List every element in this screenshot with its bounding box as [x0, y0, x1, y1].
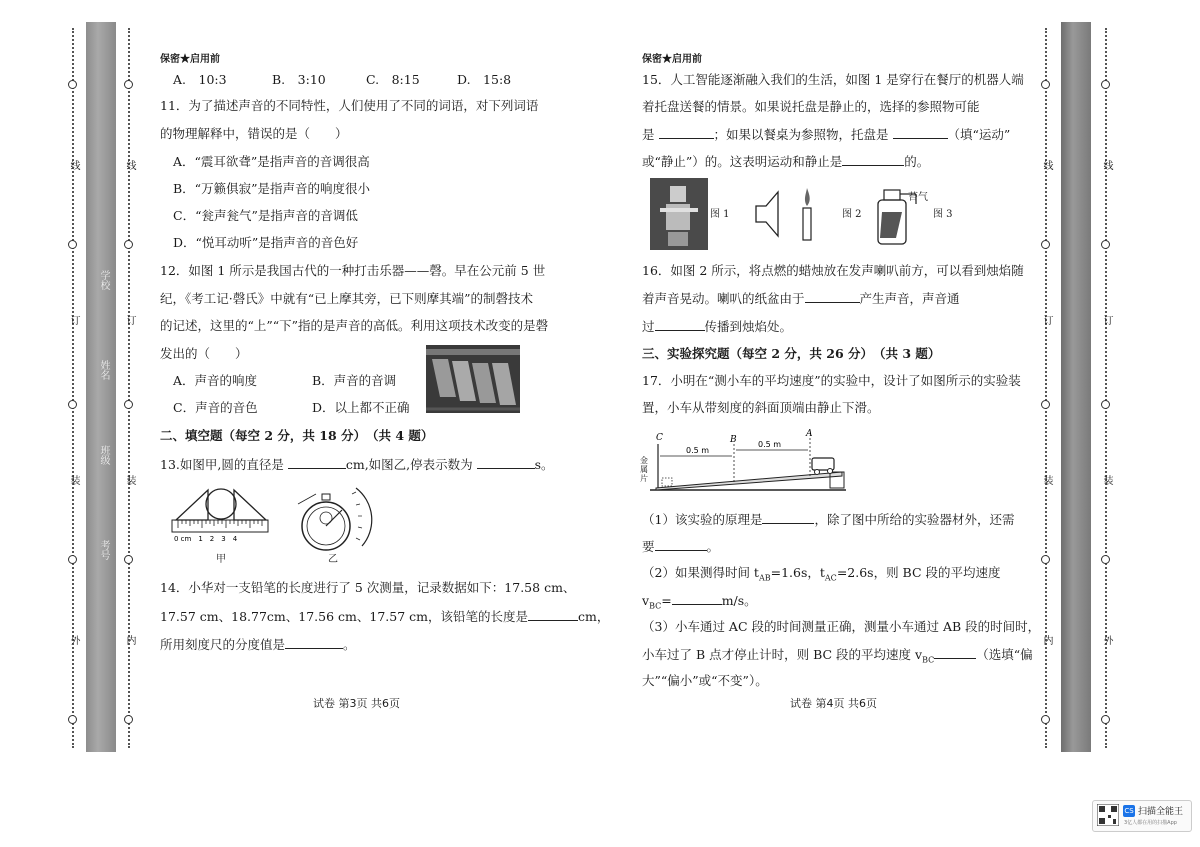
q12-line-4: 发出的（ ）: [160, 346, 248, 361]
binding-strip-right: [1061, 22, 1091, 752]
fig3-label: 图 3: [933, 209, 953, 220]
margin-char: 装: [1101, 475, 1112, 485]
q17-part2-line-1: （2）如果测得时间 $t_{AB}=1.6s$，$t_{AC}=2.6s$，则 BC 段的平均速度: [642, 565, 1001, 583]
q12-line-1: 12．如图 1 所示是我国古代的一种打击乐器——磬。早在公元前 5 世: [160, 263, 546, 278]
page-footer-right: 试卷 第4页 共6页: [790, 697, 877, 710]
q17-part2-line-2: $v_{BC}= m/s$。: [642, 593, 757, 611]
binding-hole: [68, 240, 77, 249]
point-b-label: B: [730, 435, 737, 445]
binding-hole: [124, 80, 133, 89]
page-footer-left: 试卷 第3页 共6页: [313, 697, 400, 710]
q12-option-b: B．声音的音调: [312, 373, 397, 388]
binding-hole: [68, 715, 77, 724]
binding-hole: [68, 400, 77, 409]
q12-line-2: 纪，《考工记·磬氏》中就有“已上摩其旁，已下则摩其端”的制磬技术: [160, 291, 534, 306]
answer-blank[interactable]: [805, 290, 860, 303]
ruler-numbers: 0 cm 1 2 3 4: [174, 535, 238, 543]
figure-jia-label: 甲: [216, 554, 226, 565]
binding-hole: [1041, 400, 1050, 409]
q13-text: 13.如图甲,圆的直径是 cm,如图乙,停表示数为 s。: [160, 457, 554, 472]
fig2-label: 图 2: [842, 209, 862, 220]
strip-label-class: 班级: [98, 445, 109, 465]
q17-line-2: 置，小车从带刻度的斜面顶端由静止下滑。: [642, 400, 880, 415]
q15-line-1: 15．人工智能逐渐融入我们的生活，如图 1 是穿行在餐厅的机器人端: [642, 72, 1024, 87]
section-2-title: 二、填空题（每空 2 分，共 18 分） （共 4 题）: [160, 428, 434, 443]
speaker-icon: [756, 192, 778, 236]
binding-hole: [1041, 240, 1050, 249]
margin-char: 装: [68, 475, 79, 485]
candle-icon: [803, 208, 811, 240]
watermark-sub: 3亿人都在用的扫描App: [1124, 820, 1177, 826]
strip-label-id: 考号: [98, 540, 109, 560]
q14-line-1: 14．小华对一支铅笔的长度进行了 5 次测量，记录数据如下：17.58 cm、: [160, 580, 576, 595]
figure-yi-label: 乙: [328, 554, 338, 565]
margin-char: 订: [124, 315, 135, 325]
q12-line-3: 的记述，这里的“上”“下”指的是声音的高低。利用这项技术改变的是磬: [160, 318, 549, 333]
point-a-label: A: [806, 429, 813, 439]
answer-blank[interactable]: [477, 456, 535, 469]
q17-part1-line-1: （1）该实验的原理是 ，除了图中所给的实验器材外，还需: [642, 512, 1015, 527]
margin-char: 外: [1101, 635, 1112, 645]
q11-stem: 11．为了描述声音的不同特性，人们使用了不同的词语，对下列词语: [160, 98, 539, 113]
distance-ba-label: 0.5 m: [758, 440, 782, 449]
margin-char: 线: [1101, 160, 1112, 170]
margin-char: 线: [1041, 160, 1052, 170]
figure-yi-stopwatch: [290, 480, 380, 554]
margin-char: 外: [68, 635, 79, 645]
q10-option-c: C. 8:15: [366, 72, 420, 87]
binding-hole: [124, 400, 133, 409]
q16-line-1: 16．如图 2 所示，将点燃的蜡烛放在发声喇叭前方，可以看到烛焰随: [642, 263, 1024, 278]
gas-label: 苔气: [908, 192, 928, 203]
margin-char: 内: [124, 635, 135, 645]
q15-line-3: 是 ；如果以餐桌为参照物，托盘是 （填“运动”: [642, 127, 1011, 142]
scanner-watermark: [1092, 800, 1192, 832]
q16-line-3: 过 传播到烛焰处。: [642, 319, 793, 334]
binding-hole: [1101, 80, 1110, 89]
answer-blank[interactable]: [842, 153, 904, 166]
answer-blank[interactable]: [655, 538, 707, 551]
q14-line-2: 17.57 cm、18.77cm、17.56 cm、17.57 cm，该铅笔的长度是 cm，: [160, 609, 610, 624]
cs-logo-icon: CS: [1124, 807, 1134, 815]
robot-waiter-photo: [650, 178, 708, 250]
margin-char: 订: [1101, 315, 1112, 325]
strip-label-school: 学校: [98, 270, 109, 290]
answer-blank[interactable]: [672, 592, 722, 605]
margin-char: 装: [1041, 475, 1052, 485]
q17-part3-line-3: 大”“偏小”或“不变”）。: [642, 673, 768, 688]
answer-blank[interactable]: [659, 126, 714, 139]
q11-option-d: D．“悦耳动听”是指声音的音色好: [173, 235, 359, 250]
binding-hole: [1101, 555, 1110, 564]
q11-option-b: B．“万籁俱寂”是指声音的响度很小: [173, 181, 370, 196]
q16-line-2: 着声音晃动。喇叭的纸盆由于 产生声音，声音通: [642, 291, 960, 306]
binding-hole: [124, 240, 133, 249]
binding-hole: [124, 555, 133, 564]
watermark-brand: 扫描全能王: [1138, 807, 1184, 817]
answer-blank[interactable]: [893, 126, 948, 139]
header-confidential-right: 保密★启用前: [642, 54, 702, 65]
answer-blank[interactable]: [285, 636, 343, 649]
binding-hole: [68, 555, 77, 564]
binding-hole: [68, 80, 77, 89]
answer-blank[interactable]: [528, 608, 578, 621]
binding-hole: [124, 715, 133, 724]
margin-char: 线: [68, 160, 79, 170]
distance-cb-label: 0.5 m: [686, 446, 710, 455]
q12-option-a: A．声音的响度: [173, 373, 258, 388]
incline-experiment-figure: [646, 428, 852, 498]
margin-char: 订: [68, 315, 79, 325]
qr-code-icon: [1097, 804, 1119, 826]
q11-option-c: C．“瓮声瓮气”是指声音的音调低: [173, 208, 358, 223]
q10-option-a: A. 10:3: [173, 72, 227, 87]
figure-jia-ruler: [168, 478, 278, 550]
metal-plate-label: 金属片: [640, 456, 648, 483]
answer-blank[interactable]: [934, 646, 976, 659]
q17-line-1: 17．小明在“测小车的平均速度”的实验中，设计了如图所示的实验装: [642, 373, 1021, 388]
fig1-label: 图 1: [710, 209, 730, 220]
q17-part3-line-2: 小车过了 B 点才停止计时，则 BC 段的平均速度 $v_{BC}$ （选填“偏: [642, 647, 1033, 665]
answer-blank[interactable]: [655, 318, 705, 331]
q15-line-2: 着托盘送餐的情景。如果说托盘是静止的，选择的参照物可能: [642, 99, 980, 114]
binding-hole: [1101, 715, 1110, 724]
q14-line-3: 所用刻度尺的分度值是 。: [160, 637, 356, 652]
strip-label-name: 姓名: [98, 360, 109, 380]
q12-option-c: C．声音的音色: [173, 400, 258, 415]
answer-blank[interactable]: [762, 511, 814, 524]
binding-strip-left: [86, 22, 116, 752]
margin-char: 订: [1041, 315, 1052, 325]
q17-part1-line-2: 要 。: [642, 539, 720, 554]
binding-hole: [1101, 240, 1110, 249]
answer-blank[interactable]: [288, 456, 346, 469]
binding-hole: [1101, 400, 1110, 409]
margin-char: 内: [1041, 635, 1052, 645]
q17-part3-line-1: （3）小车通过 AC 段的时间测量正确，测量小车通过 AB 段的时间时，: [642, 619, 1041, 634]
header-confidential-left: 保密★启用前: [160, 54, 220, 65]
margin-char: 装: [124, 475, 135, 485]
section-3-title: 三、实验探究题（每空 2 分，共 26 分） （共 3 题）: [642, 346, 941, 361]
point-c-label: C: [656, 433, 663, 443]
q15-line-4: 或“静止”）的。这表明运动和静止是 的。: [642, 154, 930, 169]
q11-stem-2: 的物理解释中，错误的是（ ）: [160, 126, 348, 141]
margin-char: 线: [124, 160, 135, 170]
binding-hole: [1041, 555, 1050, 564]
q10-option-d: D. 15:8: [457, 72, 512, 87]
q11-option-a: A．“震耳欲聋”是指声音的音调很高: [173, 154, 370, 169]
q10-option-b: B. 3:10: [272, 72, 326, 87]
q12-option-d: D．以上都不正确: [312, 400, 410, 415]
binding-hole: [1041, 80, 1050, 89]
speaker-candle-figure: [748, 184, 828, 248]
chime-photo: [426, 345, 520, 413]
binding-hole: [1041, 715, 1050, 724]
